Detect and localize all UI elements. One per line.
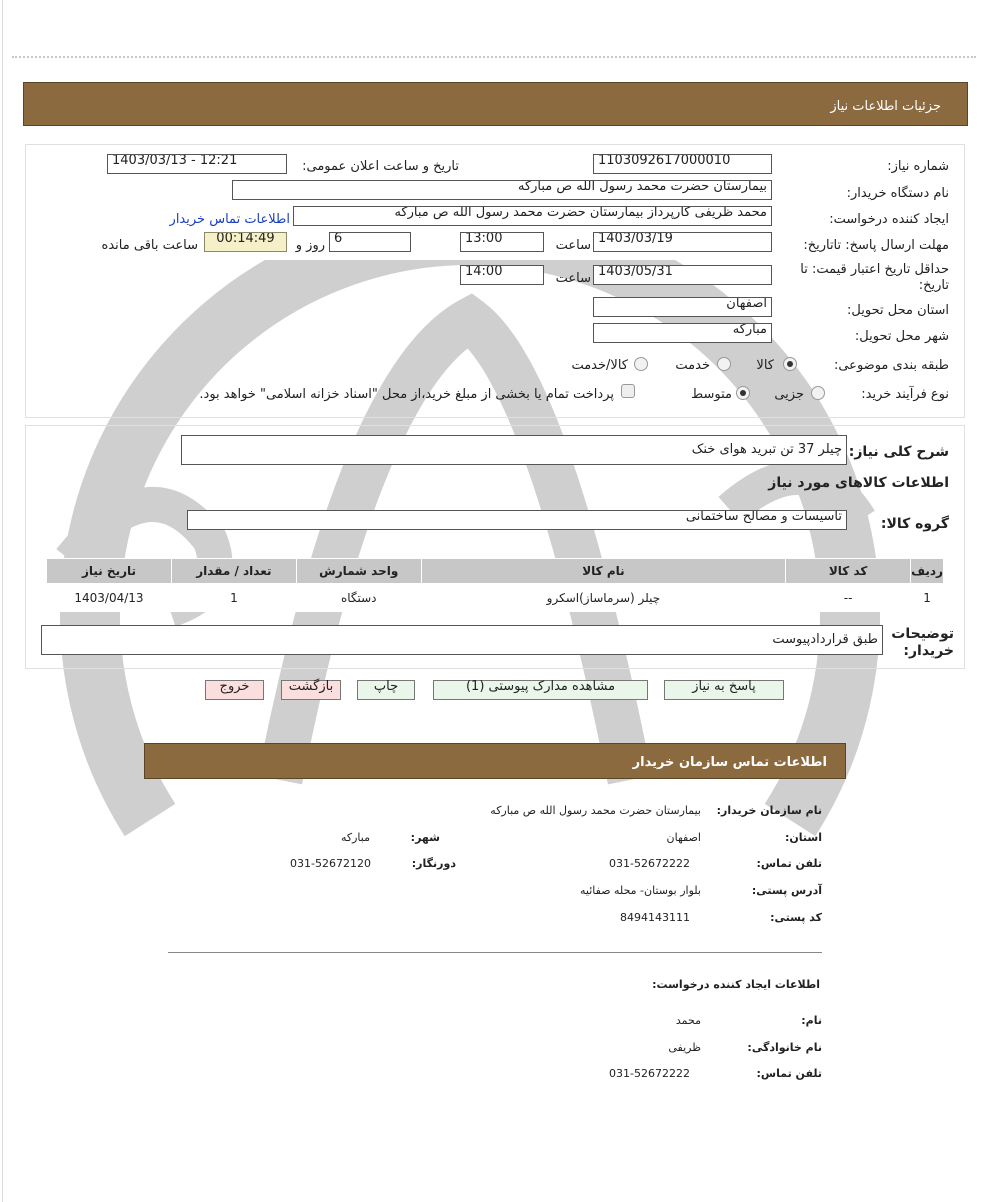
- deadline-date-field: 1403/03/19: [593, 232, 772, 252]
- contact-fax-value: 031-52672120: [290, 857, 371, 870]
- contact-province-label: استان:: [785, 831, 822, 844]
- remaining-hours-label: ساعت باقی مانده: [101, 238, 198, 253]
- buyer-contact-link[interactable]: اطلاعات تماس خریدار: [169, 212, 290, 227]
- process-option-minor: جزیی: [774, 387, 804, 402]
- day-and-label: روز و: [295, 238, 325, 253]
- details-header-title: جزئیات اطلاعات نیاز: [830, 99, 941, 114]
- delivery-city-field: مبارکه: [593, 323, 772, 343]
- top-divider: [12, 56, 976, 58]
- cell-row: 1: [911, 584, 944, 613]
- validity-label: حداقل تاریخ اعتبار قیمت: تا تاریخ:: [800, 262, 949, 293]
- announce-datetime-field: 1403/03/13 - 12:21: [107, 154, 287, 174]
- process-label: نوع فرآیند خرید:: [861, 387, 949, 402]
- creator-family-value: ظریفی: [668, 1041, 701, 1054]
- cell-unit: دستگاه: [296, 584, 421, 613]
- category-radio-goods-service[interactable]: [634, 357, 648, 371]
- buyer-notes-label: توضیحات خریدار:: [891, 626, 954, 659]
- category-radio-service[interactable]: [717, 357, 731, 371]
- category-option-service: خدمت: [675, 358, 710, 373]
- delivery-city-label: شهر محل تحویل:: [854, 329, 949, 344]
- process-radio-medium[interactable]: [736, 386, 750, 400]
- col-name: نام کالا: [421, 559, 786, 584]
- cell-name: چیلر (سرماساز)اسکرو: [421, 584, 786, 613]
- summary-label: شرح کلی نیاز:: [848, 444, 949, 460]
- contact-address-value: بلوار بوستان- محله صفائیه: [580, 884, 701, 897]
- creator-name-label: نام:: [801, 1014, 822, 1027]
- cell-code: --: [786, 584, 911, 613]
- contact-address-label: آدرس پستی:: [751, 884, 822, 897]
- deadline-label: مهلت ارسال پاسخ: تاتاریخ:: [803, 238, 949, 253]
- contact-city-value: مبارکه: [340, 831, 370, 844]
- validity-hour-label: ساعت: [555, 271, 591, 286]
- contact-phone-value: 031-52672222: [609, 857, 690, 870]
- back-button[interactable]: بازگشت: [281, 680, 341, 700]
- creator-phone-label: تلفن تماس:: [756, 1067, 822, 1080]
- validity-time-field: 14:00: [460, 265, 544, 285]
- goods-table: [46, 558, 944, 612]
- contact-postal-value: 8494143111: [620, 911, 690, 924]
- print-button[interactable]: چاپ: [357, 680, 415, 700]
- creator-title: اطلاعات ایجاد کننده درخواست:: [652, 978, 820, 991]
- cell-qty: 1: [171, 584, 296, 613]
- col-qty: تعداد / مقدار: [171, 559, 296, 584]
- col-row: ردیف: [911, 559, 944, 584]
- col-unit: واحد شمارش: [296, 559, 421, 584]
- buyer-notes-field: طبق قراردادپیوست: [41, 625, 883, 655]
- contact-header: [144, 743, 846, 779]
- need-number-field: 1103092617000010: [593, 154, 772, 174]
- cell-date: 1403/04/13: [47, 584, 172, 613]
- buyer-org-field: بیمارستان حضرت محمد رسول الله ص مبارکه: [232, 180, 772, 200]
- category-radio-goods[interactable]: [783, 357, 797, 371]
- contact-postal-label: کد پستی:: [770, 911, 822, 924]
- creator-name-value: محمد: [675, 1014, 701, 1027]
- delivery-province-field: اصفهان: [593, 297, 772, 317]
- goods-info-title: اطلاعات کالاهای مورد نیاز: [768, 475, 949, 491]
- requester-label: ایجاد کننده درخواست:: [829, 212, 949, 227]
- contact-city-label: شهر:: [410, 831, 440, 844]
- contact-divider: [168, 952, 822, 953]
- contact-org-label: نام سازمان خریدار:: [716, 804, 822, 817]
- buyer-org-label: نام دستگاه خریدار:: [846, 186, 949, 201]
- goods-table-header: [47, 559, 944, 584]
- col-code: کد کالا: [786, 559, 911, 584]
- category-option-goods-service: کالا/خدمت: [571, 358, 628, 373]
- attachments-button[interactable]: مشاهده مدارک پیوستی (1): [433, 680, 648, 700]
- col-date: تاریخ نیاز: [47, 559, 172, 584]
- requester-field: محمد ظریفی کارپرداز بیمارستان حضرت محمد رسول الله ص مبارکه: [293, 206, 772, 226]
- contact-fax-label: دورنگار:: [411, 857, 456, 870]
- contact-header-title: اطلاعات تماس سازمان خریدار: [632, 755, 827, 770]
- reply-button[interactable]: پاسخ به نیاز: [664, 680, 784, 700]
- creator-phone-value: 031-52672222: [609, 1067, 690, 1080]
- delivery-province-label: استان محل تحویل:: [847, 303, 949, 318]
- process-radio-minor[interactable]: [811, 386, 825, 400]
- summary-field: چیلر 37 تن تبرید هوای خنک: [181, 435, 847, 465]
- category-label: طبقه بندی موضوعی:: [833, 358, 949, 373]
- contact-province-value: اصفهان: [666, 831, 701, 844]
- announce-datetime-label: تاریخ و ساعت اعلان عمومی:: [302, 159, 459, 174]
- table-row: [47, 584, 944, 613]
- goods-group-label: گروه کالا:: [880, 516, 949, 532]
- treasury-payment-checkbox[interactable]: [621, 384, 635, 398]
- process-option-medium: متوسط: [691, 387, 732, 402]
- validity-date-field: 1403/05/31: [593, 265, 772, 285]
- category-option-goods: کالا: [756, 358, 774, 373]
- exit-button[interactable]: خروج: [205, 680, 264, 700]
- deadline-time-field: 13:00: [460, 232, 544, 252]
- details-header: [23, 82, 968, 126]
- days-remaining-field: 6: [329, 232, 411, 252]
- goods-group-field: تاسیسات و مصالح ساختمانی: [187, 510, 847, 530]
- contact-phone-label: تلفن تماس:: [756, 857, 822, 870]
- need-number-label: شماره نیاز:: [887, 159, 949, 174]
- treasury-payment-note: پرداخت تمام یا بخشی از مبلغ خرید،از محل "اسناد خزانه اسلامی" خواهد بود.: [199, 387, 614, 402]
- contact-org-value: بیمارستان حضرت محمد رسول الله ص مبارکه: [490, 804, 701, 817]
- countdown-timer: 00:14:49: [204, 232, 287, 252]
- creator-family-label: نام خانوادگی:: [747, 1041, 822, 1054]
- page-border-left: [2, 0, 3, 1202]
- deadline-hour-label: ساعت: [555, 238, 591, 253]
